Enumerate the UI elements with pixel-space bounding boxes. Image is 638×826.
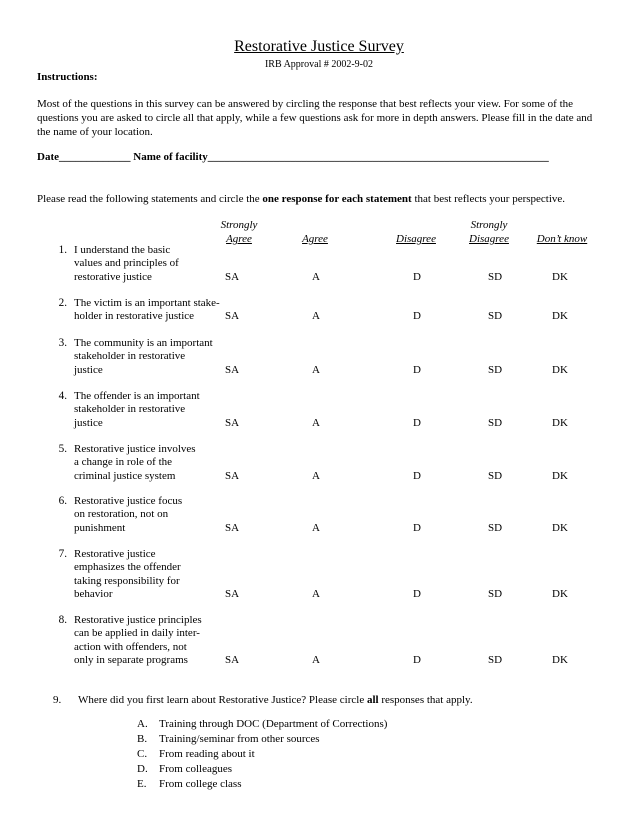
instructions-text: Most of the questions in this survey can be answered by circling the response that best reflects your view. For some of the questions you are asked to circle all that apply, while a few questions ask for more in depth answers. Please fill in the date and the name of your location. bbox=[37, 98, 593, 138]
response-dk[interactable]: DK bbox=[552, 270, 568, 283]
response-sd[interactable]: SD bbox=[487, 310, 503, 323]
irb-approval: IRB Approval # 2002-9-02 bbox=[264, 59, 374, 70]
response-sd[interactable]: SD bbox=[487, 587, 503, 600]
response-dk[interactable]: DK bbox=[552, 416, 568, 429]
response-sd[interactable]: SD bbox=[487, 270, 503, 283]
question-text-line: behavior bbox=[74, 587, 113, 600]
question-text-line: a change in role of the bbox=[74, 456, 173, 469]
instructions-heading: Instructions: bbox=[37, 71, 98, 83]
option-letter: E. bbox=[137, 778, 147, 790]
prompt-emphasis: one response for each statement bbox=[262, 193, 412, 205]
question-text bbox=[74, 297, 234, 324]
response-sa[interactable]: SA bbox=[224, 521, 240, 534]
question-text-line: stakeholder in restorative bbox=[74, 350, 186, 363]
response-sa[interactable]: SA bbox=[224, 587, 240, 600]
response-a[interactable]: A bbox=[312, 363, 320, 376]
question-text bbox=[74, 495, 234, 535]
response-dk[interactable]: DK bbox=[552, 653, 568, 666]
header-agree bbox=[290, 232, 340, 246]
option-letter: C. bbox=[137, 748, 148, 760]
question-text-line: Restorative justice bbox=[74, 548, 156, 560]
question-text bbox=[74, 614, 234, 667]
response-dk[interactable]: DK bbox=[552, 587, 568, 600]
question-text-line: The offender is an important bbox=[74, 390, 200, 402]
question-text bbox=[74, 443, 234, 483]
question-9-text bbox=[78, 694, 473, 706]
question-text-line: emphasizes the offender bbox=[74, 561, 181, 574]
header-disagree-label: Disagree bbox=[396, 233, 436, 245]
response-a[interactable]: A bbox=[312, 521, 320, 534]
option-text: From reading about it bbox=[159, 748, 255, 760]
header-strongly-agree-top: Strongly bbox=[220, 219, 258, 231]
response-a[interactable]: A bbox=[312, 587, 320, 600]
question-text-line: holder in restorative justice bbox=[74, 310, 195, 323]
response-sa[interactable]: SA bbox=[224, 653, 240, 666]
answer-option[interactable] bbox=[137, 718, 387, 730]
question-number: 6. bbox=[58, 495, 67, 507]
question-text-line: criminal justice system bbox=[74, 469, 176, 482]
response-sd[interactable]: SD bbox=[487, 363, 503, 376]
response-d[interactable]: D bbox=[413, 521, 421, 534]
question-text-line: I understand the basic bbox=[74, 244, 171, 256]
response-sa[interactable]: SA bbox=[224, 363, 240, 376]
question-text-line: on restoration, not on bbox=[74, 508, 169, 521]
option-text: Training through DOC (Department of Corrections) bbox=[159, 718, 388, 730]
question-text-line: justice bbox=[74, 363, 103, 376]
question-text-line: The community is an important bbox=[74, 337, 213, 349]
header-strongly-disagree bbox=[461, 218, 517, 246]
header-strongly-disagree-top: Strongly bbox=[470, 219, 508, 231]
response-sa[interactable]: SA bbox=[224, 469, 240, 482]
question-text-line: justice bbox=[74, 416, 103, 429]
question-9-emphasis: all bbox=[366, 694, 379, 706]
question-text-line: only in separate programs bbox=[74, 653, 188, 666]
response-sd[interactable]: SD bbox=[487, 469, 503, 482]
response-a[interactable]: A bbox=[312, 310, 320, 323]
header-dont-know-label: Don’t know bbox=[536, 233, 588, 245]
question-text-line: The victim is an important stake- bbox=[74, 297, 220, 309]
question-number: 2. bbox=[58, 297, 67, 309]
response-d[interactable]: D bbox=[413, 469, 421, 482]
answer-option[interactable] bbox=[137, 748, 255, 760]
response-sa[interactable]: SA bbox=[224, 310, 240, 323]
response-a[interactable]: A bbox=[312, 653, 320, 666]
answer-option[interactable] bbox=[137, 778, 241, 790]
answer-option[interactable] bbox=[137, 763, 232, 775]
question-text bbox=[74, 548, 234, 601]
question-text bbox=[74, 337, 234, 377]
response-dk[interactable]: DK bbox=[552, 310, 568, 323]
prompt-text-end: that best reflects your perspective. bbox=[411, 193, 566, 205]
survey-title: Restorative Justice Survey bbox=[234, 38, 404, 55]
answer-option[interactable] bbox=[137, 733, 320, 745]
response-dk[interactable]: DK bbox=[552, 363, 568, 376]
question-number: 4. bbox=[58, 390, 67, 402]
prompt-text: Please read the following statements and circle the bbox=[37, 193, 263, 205]
response-d[interactable]: D bbox=[413, 363, 421, 376]
question-text-line: restorative justice bbox=[74, 270, 152, 283]
response-dk[interactable]: DK bbox=[552, 521, 568, 534]
option-letter: B. bbox=[137, 733, 148, 745]
response-d[interactable]: D bbox=[413, 416, 421, 429]
question-text-line: taking responsibility for bbox=[74, 574, 180, 587]
question-9-number: 9. bbox=[53, 694, 62, 706]
response-sd[interactable]: SD bbox=[487, 521, 503, 534]
response-dk[interactable]: DK bbox=[552, 469, 568, 482]
question-9-text-start: Where did you first learn about Restorative Justice? Please circle bbox=[78, 694, 367, 706]
response-a[interactable]: A bbox=[312, 270, 320, 283]
option-text: Training/seminar from other sources bbox=[159, 733, 320, 745]
option-letter: D. bbox=[137, 763, 148, 775]
option-text: From colleagues bbox=[159, 763, 233, 775]
question-text-line: punishment bbox=[74, 521, 126, 534]
date-field[interactable]: _____________ bbox=[59, 151, 131, 163]
question-text-line: stakeholder in restorative bbox=[74, 403, 186, 416]
response-d[interactable]: D bbox=[413, 270, 421, 283]
question-text-line: Restorative justice focus bbox=[74, 495, 183, 507]
header-agree-label: Agree bbox=[302, 233, 328, 245]
question-9-text-end: responses that apply. bbox=[378, 694, 473, 706]
response-d[interactable]: D bbox=[413, 310, 421, 323]
date-label: Date bbox=[37, 151, 59, 163]
facility-field[interactable]: ______________________________________________________________ bbox=[207, 151, 549, 163]
response-sa[interactable]: SA bbox=[224, 416, 240, 429]
response-sd[interactable]: SD bbox=[487, 653, 503, 666]
question-text-line: Restorative justice principles bbox=[74, 614, 202, 626]
option-letter: A. bbox=[137, 718, 148, 730]
header-strongly-agree-bottom: Agree bbox=[226, 233, 252, 245]
question-number: 8. bbox=[58, 614, 67, 626]
date-facility-line bbox=[37, 151, 549, 163]
response-a[interactable]: A bbox=[312, 416, 320, 429]
question-text bbox=[74, 390, 234, 430]
response-sa[interactable]: SA bbox=[224, 270, 240, 283]
header-strongly-disagree-bottom: Disagree bbox=[469, 233, 509, 245]
question-number: 5. bbox=[58, 443, 67, 455]
question-text-line: values and principles of bbox=[74, 257, 179, 270]
question-number: 1. bbox=[58, 244, 67, 256]
question-number: 7. bbox=[58, 548, 67, 560]
question-text bbox=[74, 244, 234, 284]
header-strongly-agree bbox=[211, 218, 267, 246]
question-text-line: can be applied in daily inter- bbox=[74, 627, 200, 640]
response-sd[interactable]: SD bbox=[487, 416, 503, 429]
response-a[interactable]: A bbox=[312, 469, 320, 482]
response-d[interactable]: D bbox=[413, 653, 421, 666]
question-number: 3. bbox=[58, 337, 67, 349]
header-disagree bbox=[389, 232, 443, 246]
facility-label: Name of facility bbox=[130, 151, 208, 163]
question-text-line: Restorative justice involves bbox=[74, 443, 196, 455]
question-text-line: action with offenders, not bbox=[74, 640, 187, 653]
instructions-prompt bbox=[37, 193, 565, 205]
header-dont-know bbox=[531, 232, 593, 246]
option-text: From college class bbox=[159, 778, 242, 790]
response-d[interactable]: D bbox=[413, 587, 421, 600]
